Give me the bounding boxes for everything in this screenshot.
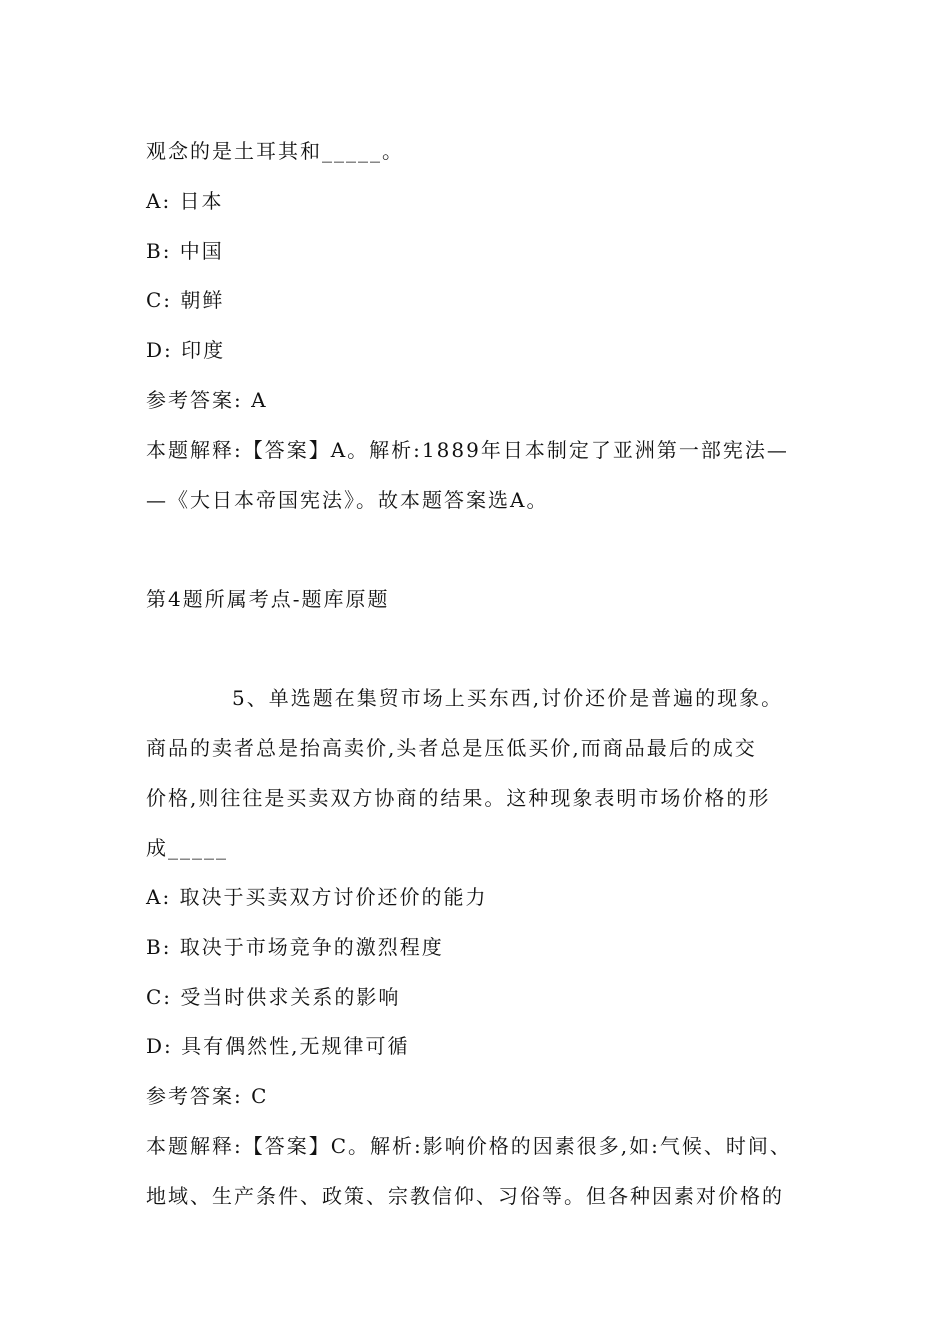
question-3-explanation-line-1: 本题解释:【答案】A。解析:1889年日本制定了亚洲第一部宪法— xyxy=(146,438,789,462)
question-3-answer: 参考答案: A xyxy=(146,388,268,412)
question-5-option-c: C: 受当时供求关系的影响 xyxy=(146,985,401,1009)
question-5-answer: 参考答案: C xyxy=(146,1084,269,1108)
question-3-option-c: C: 朝鲜 xyxy=(146,288,225,312)
question-5-explanation-line-2: 地域、生产条件、政策、宗教信仰、习俗等。但各种因素对价格的 xyxy=(146,1184,784,1208)
question-3-option-d: D: 印度 xyxy=(146,338,226,362)
question-5-option-b: B: 取决于市场竞争的激烈程度 xyxy=(146,935,444,959)
question-3-option-b: B: 中国 xyxy=(146,239,224,263)
question-3-explanation-line-2: —《大日本帝国宪法》。故本题答案选A。 xyxy=(146,488,549,512)
question-4-note: 第4题所属考点-题库原题 xyxy=(146,587,390,611)
question-5-stem-line-4: 成_____ xyxy=(146,836,228,860)
question-5-option-a: A: 取决于买卖双方讨价还价的能力 xyxy=(146,885,488,909)
question-3-option-a: A: 日本 xyxy=(146,189,224,213)
question-3-stem: 观念的是土耳其和_____。 xyxy=(146,139,404,163)
question-5-stem-line-2: 商品的卖者总是抬高卖价,头者总是压低买价,而商品最后的成交 xyxy=(146,736,757,760)
question-5-stem-line-3: 价格,则往往是买卖双方协商的结果。这种现象表明市场价格的形 xyxy=(146,786,771,810)
question-5-option-d: D: 具有偶然性,无规律可循 xyxy=(146,1034,410,1058)
question-5-explanation-line-1: 本题解释:【答案】C。解析:影响价格的因素很多,如:气候、时间、 xyxy=(146,1134,792,1158)
question-5-stem-line-1: 5、单选题在集贸市场上买东西,讨价还价是普遍的现象。 xyxy=(232,686,784,710)
